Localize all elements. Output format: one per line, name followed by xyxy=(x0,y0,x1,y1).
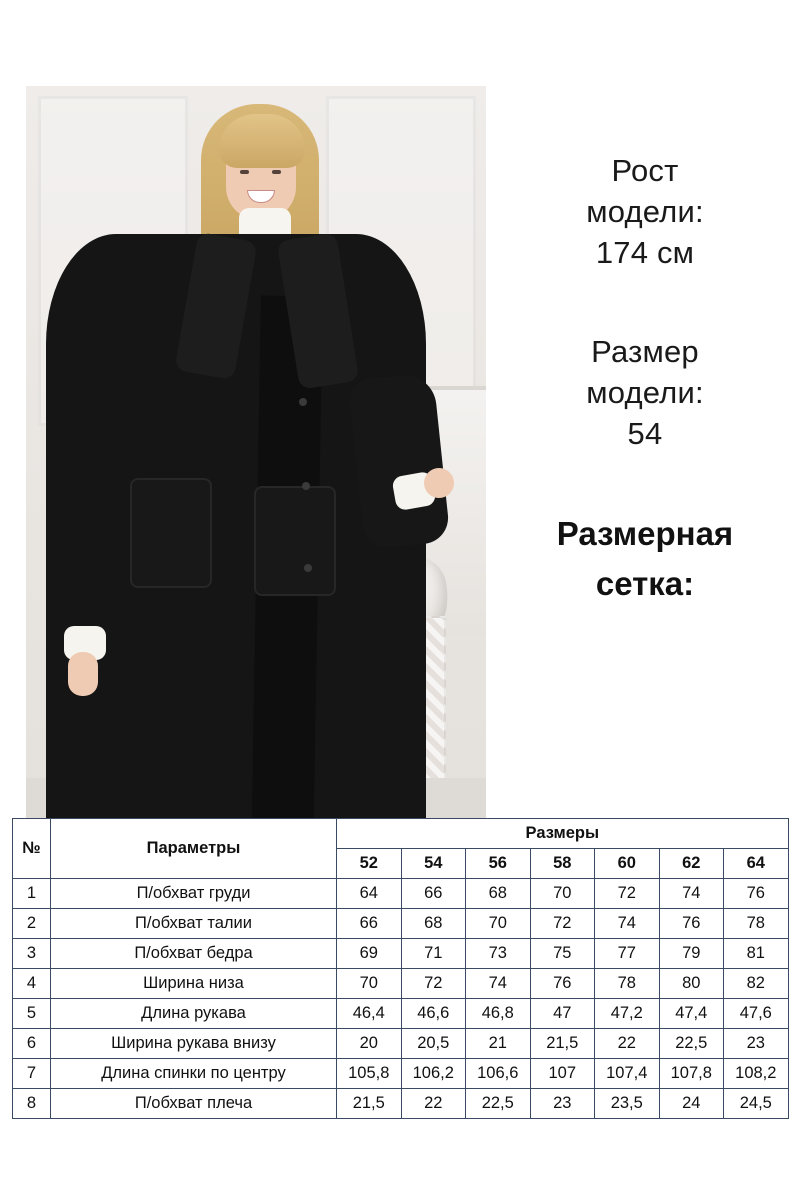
row-value: 21 xyxy=(466,1029,531,1059)
row-value: 22 xyxy=(595,1029,660,1059)
row-value: 74 xyxy=(659,879,724,909)
row-value: 70 xyxy=(337,969,402,999)
row-value: 23 xyxy=(724,1029,789,1059)
model-size-label-1: Размер xyxy=(591,334,699,369)
row-parameter: Длина рукава xyxy=(51,999,337,1029)
row-parameter: П/обхват плеча xyxy=(51,1089,337,1119)
model-size-block xyxy=(500,331,790,454)
table-header-row-1 xyxy=(13,819,789,849)
row-value: 76 xyxy=(724,879,789,909)
header-sizes-group: Размеры xyxy=(337,819,789,849)
row-value: 106,2 xyxy=(401,1059,466,1089)
row-value: 47,6 xyxy=(724,999,789,1029)
hand-left xyxy=(68,652,98,696)
row-value: 66 xyxy=(401,879,466,909)
row-value: 21,5 xyxy=(530,1029,595,1059)
row-value: 70 xyxy=(466,909,531,939)
row-value: 79 xyxy=(659,939,724,969)
size-grid-heading-line-2: сетка: xyxy=(595,565,695,602)
size-table-body xyxy=(13,879,789,1119)
row-value: 70 xyxy=(530,879,595,909)
row-value: 46,4 xyxy=(337,999,402,1029)
row-value: 107,8 xyxy=(659,1059,724,1089)
row-value: 72 xyxy=(595,879,660,909)
model-height-block xyxy=(500,150,790,273)
row-value: 74 xyxy=(466,969,531,999)
info-column xyxy=(500,150,790,606)
row-value: 75 xyxy=(530,939,595,969)
header-size-64: 64 xyxy=(724,849,789,879)
model-height-label-1: Рост xyxy=(611,153,679,188)
row-parameter: Ширина низа xyxy=(51,969,337,999)
model-figure xyxy=(26,86,486,818)
table-row xyxy=(13,909,789,939)
row-value: 47,4 xyxy=(659,999,724,1029)
row-value: 22 xyxy=(401,1089,466,1119)
table-row xyxy=(13,969,789,999)
row-value: 47,2 xyxy=(595,999,660,1029)
coat-button-3 xyxy=(304,564,312,572)
header-size-60: 60 xyxy=(595,849,660,879)
row-number: 1 xyxy=(13,879,51,909)
row-value: 108,2 xyxy=(724,1059,789,1089)
row-value: 81 xyxy=(724,939,789,969)
row-value: 78 xyxy=(724,909,789,939)
coat-button-2 xyxy=(302,482,310,490)
row-value: 21,5 xyxy=(337,1089,402,1119)
row-value: 76 xyxy=(530,969,595,999)
row-value: 106,6 xyxy=(466,1059,531,1089)
row-value: 78 xyxy=(595,969,660,999)
table-row xyxy=(13,939,789,969)
header-size-56: 56 xyxy=(466,849,531,879)
coat-pocket-right xyxy=(254,486,336,596)
row-value: 46,6 xyxy=(401,999,466,1029)
size-grid-heading-line-1: Размерная xyxy=(556,515,734,552)
model-photo xyxy=(26,86,486,818)
row-value: 20,5 xyxy=(401,1029,466,1059)
coat-button-1 xyxy=(299,398,307,406)
header-number: № xyxy=(13,819,51,879)
table-row xyxy=(13,999,789,1029)
row-value: 24 xyxy=(659,1089,724,1119)
table-row xyxy=(13,1089,789,1119)
row-parameter: П/обхват бедра xyxy=(51,939,337,969)
row-number: 2 xyxy=(13,909,51,939)
row-number: 4 xyxy=(13,969,51,999)
header-size-54: 54 xyxy=(401,849,466,879)
row-value: 105,8 xyxy=(337,1059,402,1089)
size-table-head xyxy=(13,819,789,879)
row-value: 23 xyxy=(530,1089,595,1119)
row-value: 68 xyxy=(401,909,466,939)
row-parameter: П/обхват груди xyxy=(51,879,337,909)
model-height-label-2: модели: xyxy=(586,194,704,229)
row-number: 3 xyxy=(13,939,51,969)
row-value: 73 xyxy=(466,939,531,969)
model-size-label-2: модели: xyxy=(586,375,704,410)
row-value: 23,5 xyxy=(595,1089,660,1119)
row-value: 22,5 xyxy=(466,1089,531,1119)
row-value: 80 xyxy=(659,969,724,999)
size-table xyxy=(12,818,789,1119)
model-size-value: 54 xyxy=(627,416,663,451)
size-table-wrapper xyxy=(12,818,788,1119)
row-value: 69 xyxy=(337,939,402,969)
hair-front xyxy=(219,114,305,168)
row-value: 72 xyxy=(401,969,466,999)
size-grid-heading xyxy=(500,512,790,606)
hand-right xyxy=(424,468,454,498)
row-value: 107,4 xyxy=(595,1059,660,1089)
coat-pocket-left xyxy=(130,478,212,588)
table-row xyxy=(13,879,789,909)
header-size-52: 52 xyxy=(337,849,402,879)
eye-left xyxy=(240,170,249,174)
row-value: 22,5 xyxy=(659,1029,724,1059)
table-row xyxy=(13,1029,789,1059)
model-height-value: 174 см xyxy=(595,235,695,270)
header-size-62: 62 xyxy=(659,849,724,879)
row-value: 46,8 xyxy=(466,999,531,1029)
row-value: 71 xyxy=(401,939,466,969)
row-value: 82 xyxy=(724,969,789,999)
table-row xyxy=(13,1059,789,1089)
row-number: 6 xyxy=(13,1029,51,1059)
row-value: 66 xyxy=(337,909,402,939)
row-value: 47 xyxy=(530,999,595,1029)
row-value: 107 xyxy=(530,1059,595,1089)
row-value: 74 xyxy=(595,909,660,939)
row-number: 8 xyxy=(13,1089,51,1119)
row-value: 68 xyxy=(466,879,531,909)
coat-sleeve-right xyxy=(347,372,450,550)
row-number: 7 xyxy=(13,1059,51,1089)
row-value: 24,5 xyxy=(724,1089,789,1119)
row-parameter: П/обхват талии xyxy=(51,909,337,939)
row-number: 5 xyxy=(13,999,51,1029)
row-value: 72 xyxy=(530,909,595,939)
row-parameter: Ширина рукава внизу xyxy=(51,1029,337,1059)
eye-right xyxy=(272,170,281,174)
row-value: 76 xyxy=(659,909,724,939)
row-value: 77 xyxy=(595,939,660,969)
row-parameter: Длина спинки по центру xyxy=(51,1059,337,1089)
header-size-58: 58 xyxy=(530,849,595,879)
row-value: 20 xyxy=(337,1029,402,1059)
row-value: 64 xyxy=(337,879,402,909)
header-parameters: Параметры xyxy=(51,819,337,879)
